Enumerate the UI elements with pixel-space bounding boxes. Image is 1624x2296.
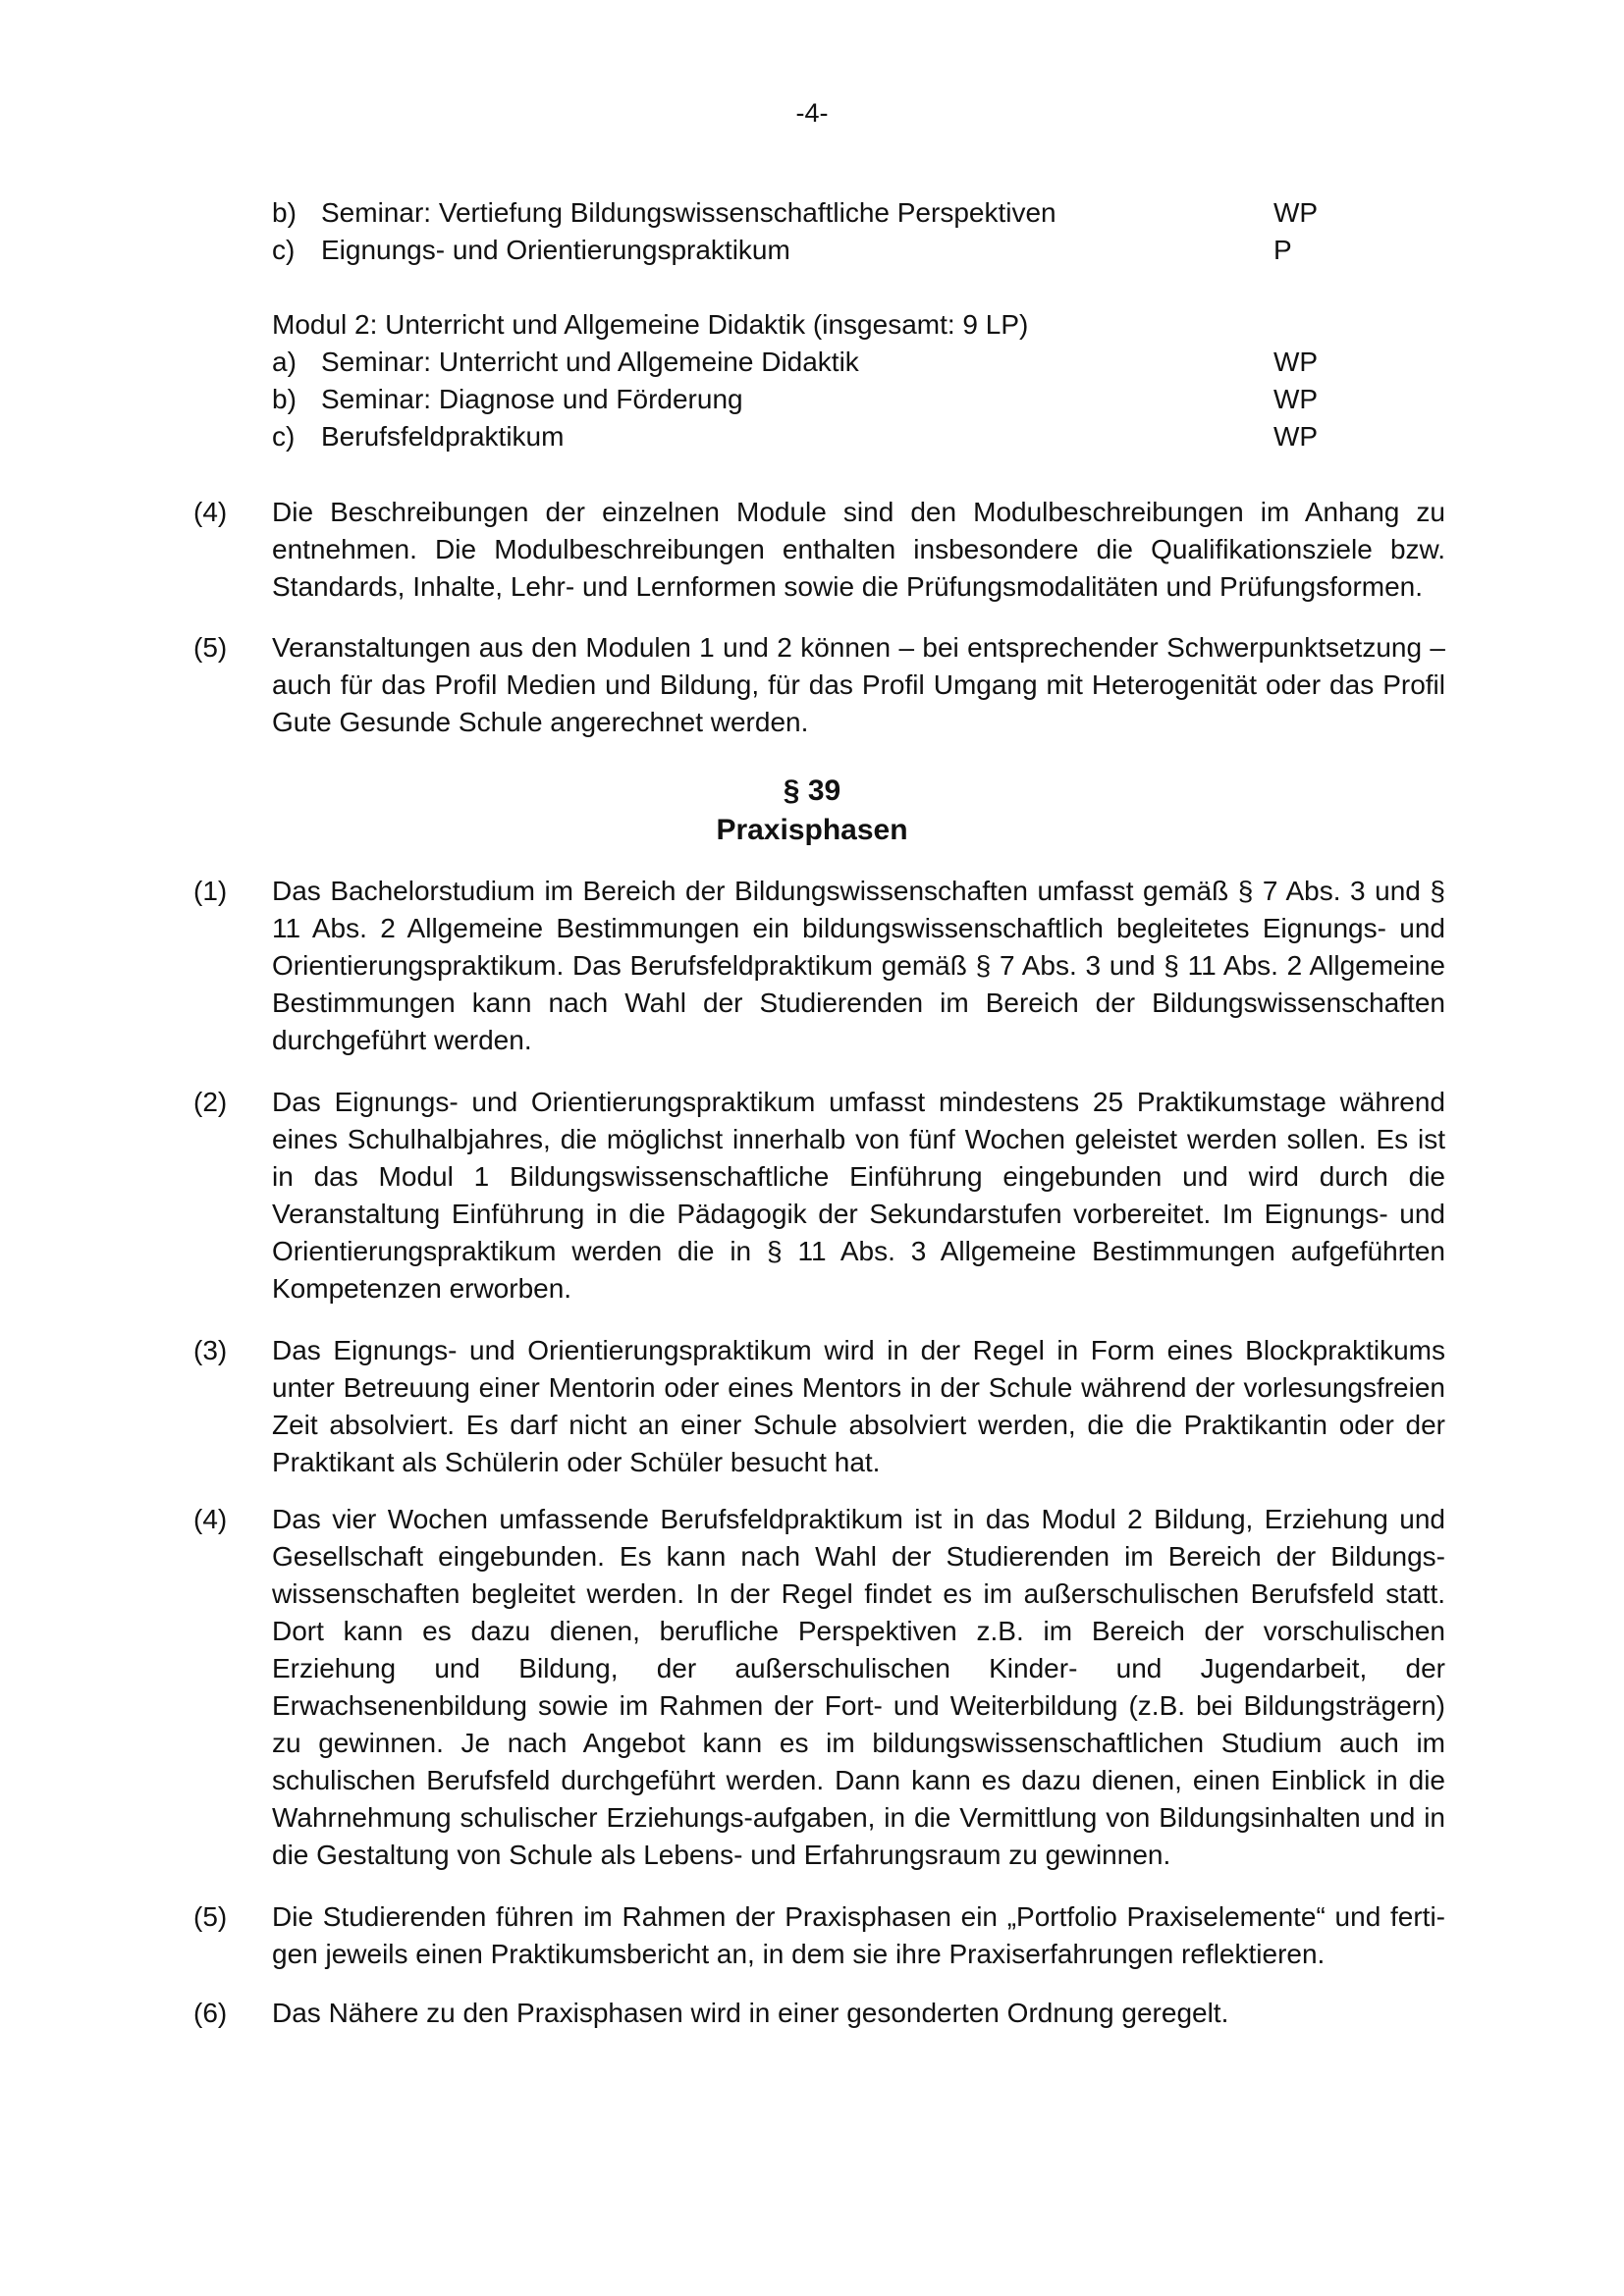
module2-title: Modul 2: Unterricht und Allgemeine Didaktik (insgesamt: 9 LP) — [272, 309, 1029, 340]
paragraph — [193, 1084, 1445, 1308]
item-text: Eignungs- und Orientierungspraktikum — [321, 235, 790, 265]
module-item — [272, 344, 1352, 381]
item-tag: WP — [1273, 384, 1319, 414]
paragraph — [193, 1332, 1445, 1481]
module1-list — [272, 194, 1352, 269]
item-tag: P — [1273, 235, 1292, 265]
paragraph-number: (3) — [193, 1335, 228, 1365]
item-letter: b) — [272, 197, 297, 228]
item-text: Seminar: Diagnose und Förderung — [321, 384, 743, 414]
paragraph — [193, 1898, 1445, 1973]
module-item — [272, 381, 1352, 418]
paragraph-number: (4) — [193, 497, 228, 527]
module-item — [272, 418, 1352, 455]
module-item — [272, 194, 1352, 232]
item-tag: WP — [1273, 197, 1319, 228]
item-text: Seminar: Unterricht und Allgemeine Didaktik — [321, 347, 859, 377]
paragraph-text: Das Bachelorstudium im Bereich der Bildungswissenschaften umfasst gemäß § 7 Abs. 3 und § 11 Abs. 2 Allgemeine Bestimmungen ein bildungswissenschaftlich begleitetes Eignungs- und Orientierungspraktikum. Das Berufsfeldpraktikum gemäß § 7 Abs. 3 und § 11 Abs. 2 Allgemeine Bestimmungen kann nach Wahl der Studierenden im Bereich der Bildungswissenschaften durchgeführt werden. — [272, 876, 1445, 1055]
item-letter: c) — [272, 421, 296, 452]
page-number: -4- — [795, 98, 829, 128]
module2-list — [272, 306, 1352, 455]
paragraph-text: Das Eignungs- und Orientierungspraktikum umfasst mindestens 25 Praktikumstage während eines Schulhalbjahres, die möglichst innerhalb von fünf Wochen geleistet werden sollen. Es ist in das Modul 1 Bildungswissenschaftliche Einführung eingebunden und wird durch die Veranstaltung Einführung in die Pädagogik der Sekundarstufen vorbereitet. Im Eignungs- und Orientierungspraktikum werden die in § 11 Abs. 3 Allgemeine Bestimmungen aufgeführten Kompetenzen erworben. — [272, 1087, 1445, 1304]
item-tag: WP — [1273, 347, 1319, 377]
paragraph — [193, 1501, 1445, 1874]
section-title: Praxisphasen — [716, 814, 908, 846]
item-text: Berufsfeldpraktikum — [321, 421, 565, 452]
item-text: Seminar: Vertiefung Bildungswissenschaftliche Perspektiven — [321, 197, 1056, 228]
paragraph-text: Das Eignungs- und Orientierungspraktikum wird in der Regel in Form eines Blockpraktikums unter Betreuung einer Mentorin oder eines Mentors in der Schule während der vorlesungsfreien Zeit absolviert. Es darf nicht an einer Schule absolviert werden, die die Praktikantin oder der Praktikant als Schülerin oder Schüler besucht hat. — [272, 1335, 1445, 1477]
item-tag: WP — [1273, 421, 1319, 452]
paragraph-text: Veranstaltungen aus den Modulen 1 und 2 können – bei entsprechender Schwerpunktsetzung – auch für das Profil Medien und Bildung, für das Profil Umgang mit Heterogenität oder das Profil Gute Gesunde Schule angerechnet werden. — [272, 632, 1445, 737]
paragraph-text: Das vier Wochen umfassende Berufsfeldpraktikum ist in das Modul 2 Bildung, Erziehung und Gesellschaft eingebunden. Es kann nach Wahl der Studierenden im Bereich der Bildungs-wissenschaften begleitet werden. In der Regel findet es im außerschulischen Berufsfeld statt. Dort kann es dazu dienen, berufliche Perspektiven z.B. im Bereich der vorschulischen Erziehung und Bildung, der außerschulischen Kinder- und Jugendarbeit, der Erwachsenenbildung sowie im Rahmen der Fort- und Weiterbildung (z.B. bei Bildungsträgern) zu gewinnen. Je nach Angebot kann es im bildungswissenschaftlichen Studium auch im schulischen Berufsfeld durchgeführt werden. Dann kann es dazu dienen, einen Einblick in die Wahrnehmung schulischer Erziehungs-aufgaben, in die Vermittlung von Bildungsinhalten und in die Gestaltung von Schule als Lebens- und Erfahrungsraum zu gewinnen. — [272, 1504, 1445, 1870]
paragraph-text: Das Nähere zu den Praxisphasen wird in einer gesonderten Ordnung geregelt. — [272, 1998, 1229, 2028]
paragraph — [193, 494, 1445, 606]
item-letter: a) — [272, 347, 297, 377]
paragraph — [193, 629, 1445, 741]
paragraph-number: (2) — [193, 1087, 228, 1117]
item-letter: c) — [272, 235, 296, 265]
paragraph — [193, 873, 1445, 1059]
paragraph-number: (4) — [193, 1504, 228, 1534]
module-item — [272, 232, 1352, 269]
paragraph-number: (6) — [193, 1998, 228, 2028]
paragraph — [193, 1995, 1445, 2032]
paragraph-number: (5) — [193, 1901, 228, 1932]
paragraph-number: (1) — [193, 876, 228, 906]
item-letter: b) — [272, 384, 297, 414]
paragraph-number: (5) — [193, 632, 228, 663]
paragraph-text: Die Beschreibungen der einzelnen Module sind den Modulbeschreibungen im Anhang zu entnehmen. Die Modulbeschreibungen enthalten insbesondere die Qualifikationsziele bzw. Standards, Inhalte, Lehr- und Lernformen sowie die Prüfungsmodalitäten und Prüfungsformen. — [272, 497, 1445, 602]
paragraph-text: Die Studierenden führen im Rahmen der Praxisphasen ein „Portfolio Praxiselemente“ und ferti-gen jeweils einen Praktikumsbericht an, in dem sie ihre Praxiserfahrungen reflektieren. — [272, 1901, 1445, 1969]
section-number: § 39 — [783, 774, 841, 807]
